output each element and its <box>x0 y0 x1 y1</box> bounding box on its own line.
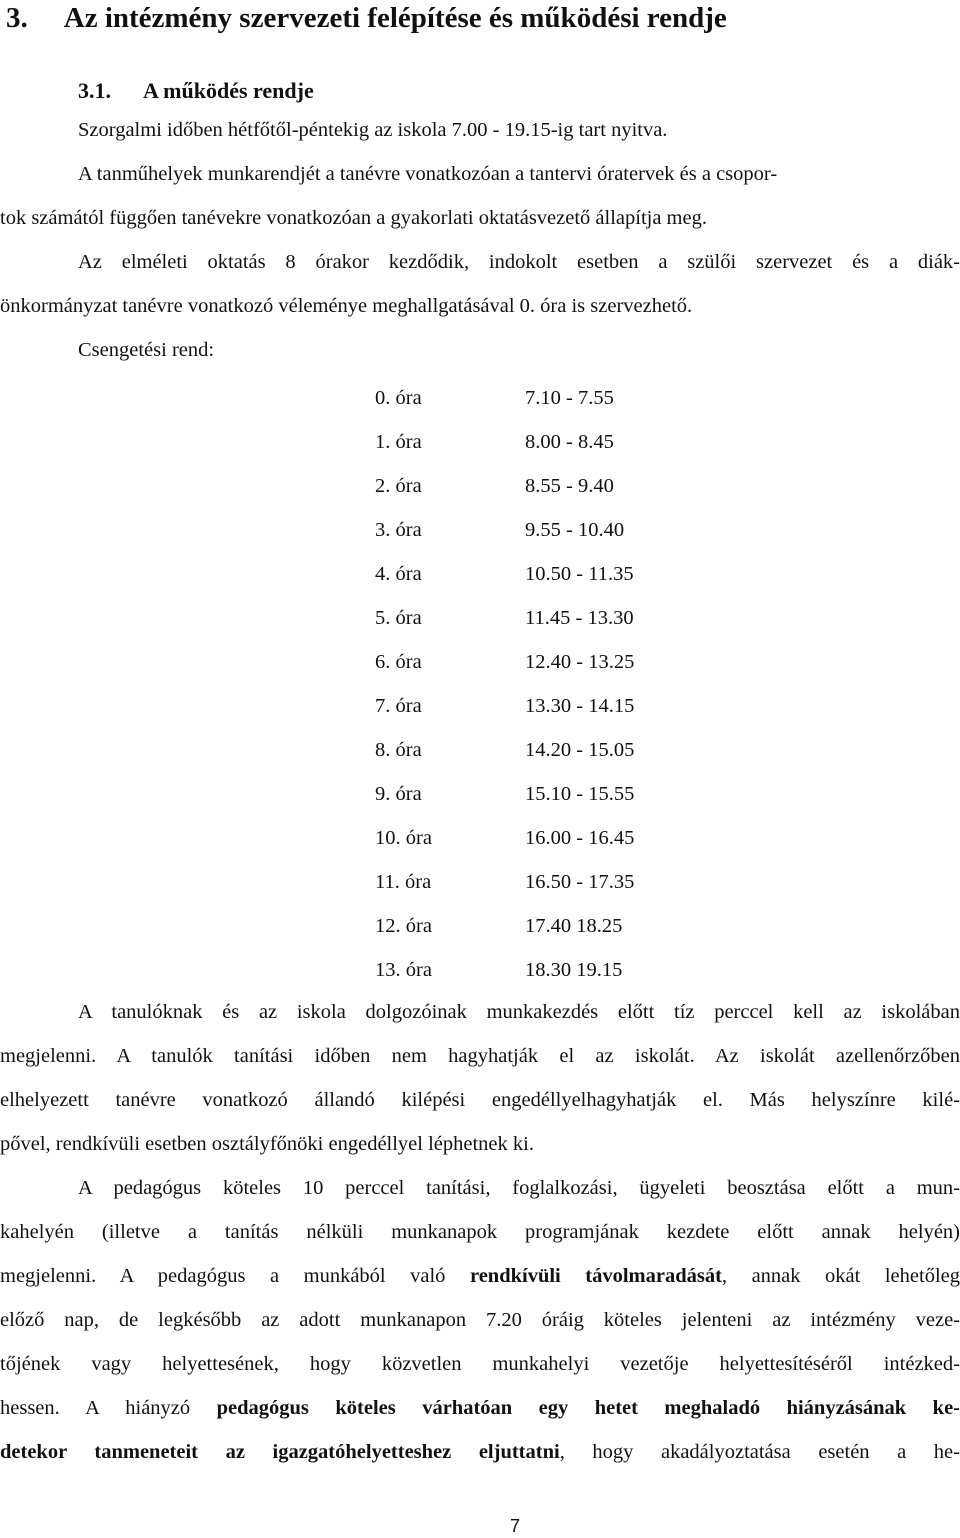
schedule-period: 8. óra <box>375 739 422 761</box>
schedule-period: 11. óra <box>375 871 432 893</box>
paragraph-line: kahelyén (illetve a tanítás nélküli munkanapok programjának kezdete előtt annak helyén) <box>0 1221 960 1243</box>
schedule-time: 9.55 - 10.40 <box>525 519 625 541</box>
paragraph-line <box>0 1386 960 1430</box>
schedule-period: 5. óra <box>375 607 422 629</box>
subsection-heading <box>78 78 314 104</box>
text-run: hessen. A hiányzó <box>0 1397 217 1419</box>
text-run: , hogy akadályoztatása esetén a he- <box>559 1441 960 1463</box>
schedule-time: 15.10 - 15.55 <box>525 783 635 805</box>
schedule-time: 14.20 - 15.05 <box>525 739 635 761</box>
paragraph-line: A pedagógus köteles 10 perccel tanítási, foglalkozási, ügyeleti beosztása előtt a mun- <box>78 1177 960 1199</box>
schedule-period: 6. óra <box>375 651 422 673</box>
subsection-title: A működés rendje <box>143 78 314 103</box>
paragraph-line: A tanműhelyek munkarendjét a tanévre vonatkozóan a tantervi óratervek és a csopor- <box>78 163 778 185</box>
schedule-period: 1. óra <box>375 431 422 453</box>
schedule-period: 4. óra <box>375 563 422 585</box>
page-number: 7 <box>510 1516 521 1536</box>
schedule-time: 8.55 - 9.40 <box>525 475 614 497</box>
text-run: , annak okát lehetőleg <box>721 1265 960 1287</box>
paragraph-line: elhelyezett tanévre vonatkozó állandó kilépési engedéllyelhagyhatják el. Más helyszínre kilé- <box>0 1089 960 1111</box>
schedule-period: 3. óra <box>375 519 422 541</box>
paragraph-line <box>0 1430 960 1474</box>
schedule-period: 10. óra <box>375 827 432 849</box>
subsection-number: 3.1. <box>78 78 111 103</box>
section-heading <box>6 2 727 35</box>
paragraph-line: előző nap, de legkésőbb az adott munkanapon 7.20 óráig köteles jelenteni az intézmény veze- <box>0 1309 960 1331</box>
bold-text-run: detekor tanmeneteit az igazgatóhelyetteshez eljuttatni <box>0 1441 560 1463</box>
paragraph-line: megjelenni. A tanulók tanítási időben nem hagyhatják el az iskolát. Az iskolát azellenőrzőben <box>0 1045 960 1067</box>
paragraph-line: önkormányzat tanévre vonatkozó véleménye meghallgatásával 0. óra is szervezhető. <box>0 295 693 317</box>
paragraph-line: tőjének vagy helyettesének, hogy közvetlen munkahelyi vezetője helyettesítéséről intézked- <box>0 1353 960 1375</box>
paragraph-line: pővel, rendkívüli esetben osztályfőnöki engedéllyel léphetnek ki. <box>0 1133 534 1155</box>
schedule-time: 10.50 - 11.35 <box>525 563 634 585</box>
paragraph-line: Szorgalmi időben hétfőtől-péntekig az iskola 7.00 - 19.15-ig tart nyitva. <box>78 119 668 141</box>
paragraph-line: Az elméleti oktatás 8 órakor kezdődik, indokolt esetben a szülői szervezet és a diák- <box>78 251 960 273</box>
schedule-time: 8.00 - 8.45 <box>525 431 614 453</box>
schedule-period: 12. óra <box>375 915 432 937</box>
section-number: 3. <box>6 2 28 34</box>
schedule-time: 12.40 - 13.25 <box>525 651 635 673</box>
bold-text-run: rendkívüli távolmaradását <box>469 1265 722 1287</box>
section-title: Az intézmény szervezeti felépítése és működési rendje <box>63 2 727 34</box>
schedule-period: 13. óra <box>375 959 432 981</box>
paragraph-line <box>0 1254 960 1298</box>
paragraph-line: A tanulóknak és az iskola dolgozóinak munkakezdés előtt tíz perccel kell az iskolában <box>78 1001 960 1023</box>
bold-text-run: pedagógus köteles várhatóan egy hetet meghaladó hiányzásának ke- <box>216 1397 960 1419</box>
schedule-period: 0. óra <box>375 387 422 409</box>
schedule-period: 2. óra <box>375 475 422 497</box>
schedule-label: Csengetési rend: <box>78 339 215 361</box>
schedule-period: 7. óra <box>375 695 422 717</box>
schedule-time: 7.10 - 7.55 <box>525 387 614 409</box>
schedule-time: 18.30 19.15 <box>525 959 623 981</box>
schedule-time: 16.50 - 17.35 <box>525 871 635 893</box>
schedule-time: 13.30 - 14.15 <box>525 695 635 717</box>
schedule-time: 16.00 - 16.45 <box>525 827 635 849</box>
schedule-period: 9. óra <box>375 783 422 805</box>
text-run: megjelenni. A pedagógus a munkából való <box>0 1265 470 1287</box>
schedule-time: 11.45 - 13.30 <box>525 607 634 629</box>
paragraph-line: tok számától függően tanévekre vonatkozóan a gyakorlati oktatásvezető állapítja meg. <box>0 207 707 229</box>
schedule-time: 17.40 18.25 <box>525 915 623 937</box>
